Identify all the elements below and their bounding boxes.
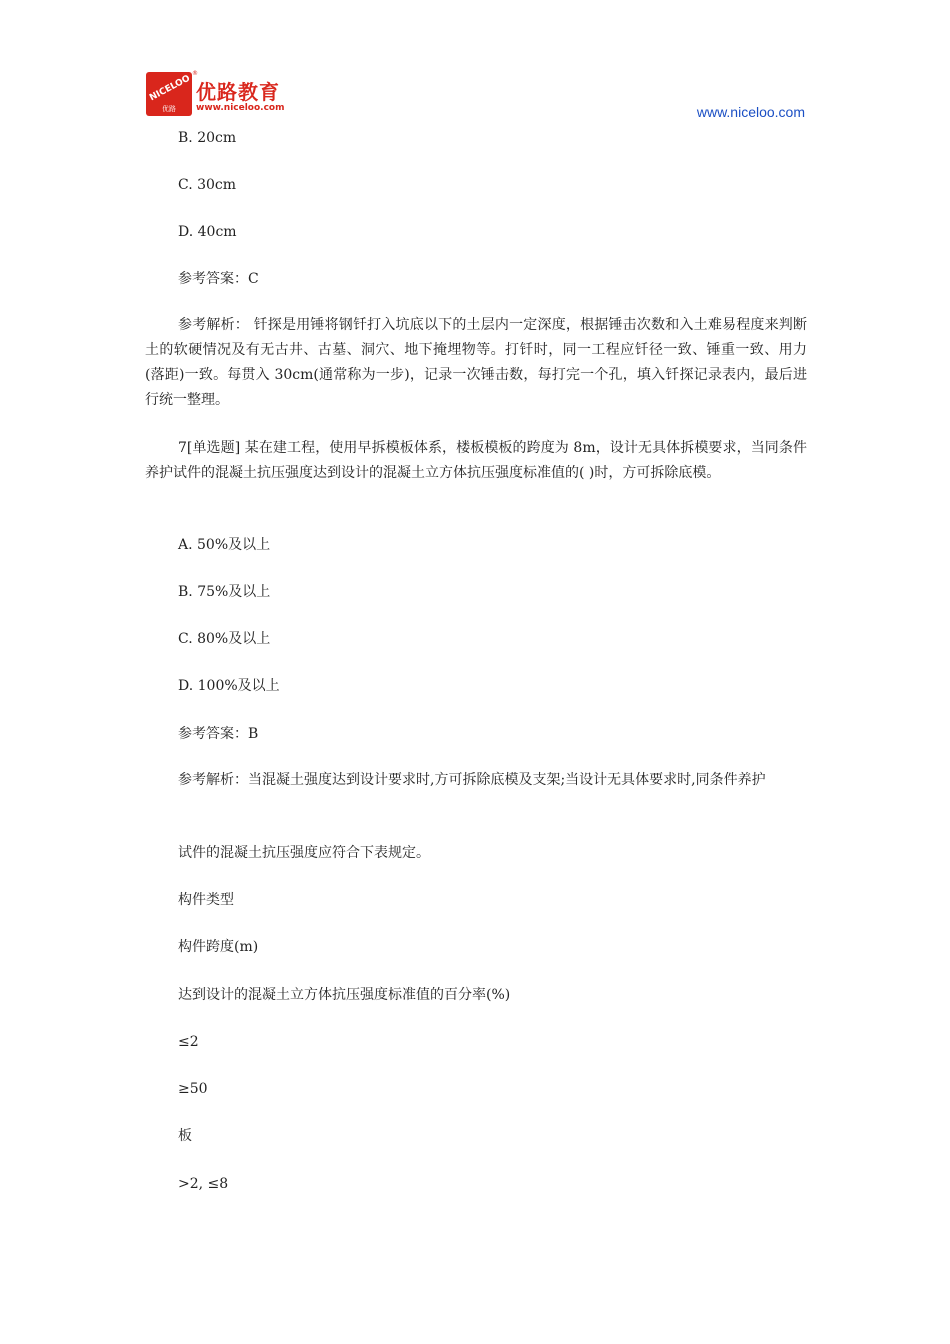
q7-option-a: A. 50%及以上 [178, 537, 271, 553]
q7-option-b: B. 75%及以上 [178, 584, 271, 600]
q6-answer: 参考答案：C [178, 271, 259, 287]
logo-url: www.niceloo.com [196, 103, 285, 113]
q7-answer: 参考答案：B [178, 726, 259, 742]
logo-badge-text: NICELOO [148, 73, 192, 104]
table-cell-span-2: >2, ≤8 [178, 1176, 229, 1192]
q6-option-c: C. 30cm [178, 177, 237, 193]
q7-analysis-continued: 试件的混凝土抗压强度应符合下表规定。 [178, 845, 430, 861]
logo-name: 优路教育 [196, 80, 280, 104]
niceloo-logo [146, 70, 296, 118]
q7-option-c: C. 80%及以上 [178, 631, 271, 647]
q7-option-d: D. 100%及以上 [178, 678, 280, 694]
table-header-span: 构件跨度(m) [178, 939, 259, 955]
table-cell-percentage-1: ≥50 [178, 1081, 208, 1097]
logo-registered-mark: ® [192, 70, 198, 77]
logo-badge [146, 72, 192, 116]
q6-option-d: D. 40cm [178, 224, 237, 240]
table-header-percentage: 达到设计的混凝土立方体抗压强度标准值的百分率(%) [178, 987, 511, 1003]
table-cell-span-1: ≤2 [178, 1034, 199, 1050]
q7-analysis: 参考解析：当混凝土强度达到设计要求时,方可拆除底模及支架;当设计无具体要求时,同条件养护 [178, 772, 766, 788]
logo-badge-sub: 优路 [162, 105, 176, 113]
q6-analysis: 参考解析： 钎探是用锤将钢钎打入坑底以下的土层内一定深度，根据锤击次数和入土难易程度来判断土的软硬情况及有无古井、古墓、洞穴、地下掩埋物等。打钎时，同一工程应钎径一致、锤重一致、用力(落距)一致。每贯入 30cm(通常称为一步)，记录一次锤击数，每打完一个孔，填入钎探记录表内，最后进行统一整理。 [145, 317, 807, 408]
q7-stem: 7[单选题] 某在建工程，使用早拆模板体系，楼板模板的跨度为 8m，设计无具体拆模要求，当同条件养护试件的混凝土抗压强度达到设计的混凝土立方体抗压强度标准值的( )时，方可拆除底模。 [145, 440, 807, 481]
header-site-link[interactable]: www.niceloo.com [696, 104, 805, 120]
q6-option-b: B. 20cm [178, 130, 237, 146]
table-cell-type-board: 板 [178, 1128, 192, 1144]
table-header-type: 构件类型 [178, 892, 234, 908]
